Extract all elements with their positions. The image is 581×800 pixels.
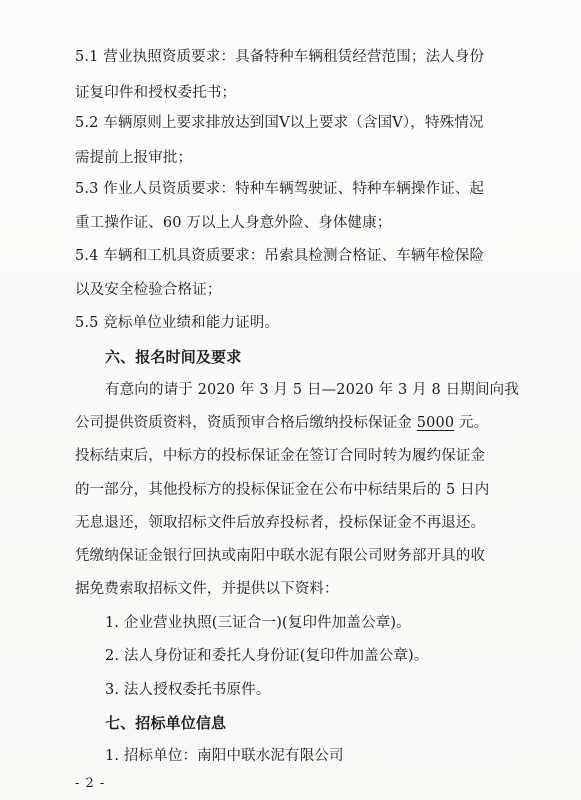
- requirement-5-4-line-2: 以及安全检验合格证；: [75, 282, 222, 298]
- materials-item-3: 3. 法人授权委托书原件。: [105, 682, 271, 698]
- materials-item-1: 1. 企业营业执照(三证合一)(复印件加盖公章)。: [105, 615, 411, 631]
- page-number: - 2 -: [75, 776, 106, 791]
- paragraph-line-1: 有意向的请于 2020 年 3 月 5 日—2020 年 3 月 8 日期间向我: [105, 382, 519, 398]
- paragraph-line-6: 凭缴纳保证金银行回执或南阳中联水泥有限公司财务部开具的收: [75, 548, 486, 564]
- paragraph-line-3: 投标结束后，中标方的投标保证金在签订合同时转为履约保证金: [75, 448, 486, 464]
- bidding-unit-line: 1. 招标单位：南阳中联水泥有限公司: [105, 748, 344, 764]
- paragraph-line-2-before: 公司提供资质资料，资质预审合格后缴纳投标保证金: [75, 415, 412, 431]
- requirement-5-3-line-1: 5.3 作业人员资质要求：特种车辆驾驶证、特种车辆操作证、起: [75, 181, 485, 197]
- requirement-5-1-line-2: 证复印件和授权委托书；: [75, 85, 237, 101]
- materials-item-2: 2. 法人身份证和委托人身份证(复印件加盖公章)。: [105, 648, 429, 664]
- requirement-5-2-line-1: 5.2 车辆原则上要求排放达到国Ⅴ以上要求（含国Ⅴ），特殊情况: [75, 115, 484, 131]
- deposit-amount: 5000: [416, 415, 455, 431]
- paragraph-line-5: 无息退还，领取招标文件后放弃投标者，投标保证金不再退还。: [75, 515, 486, 531]
- section-7-heading: 七、招标单位信息: [105, 714, 227, 732]
- section-6-heading: 六、报名时间及要求: [105, 348, 242, 366]
- paragraph-line-4: 的一部分，其他投标方的投标保证金在公布中标结果后的 5 日内: [75, 482, 490, 498]
- requirement-5-2-line-2: 需提前上报审批；: [75, 150, 193, 166]
- requirement-5-1-line-1: 5.1 营业执照资质要求：具备特种车辆租赁经营范围；法人身份: [75, 49, 485, 65]
- paragraph-line-2: [75, 413, 488, 433]
- requirement-5-3-line-2: 重工操作证、60 万以上人身意外险、身体健康；: [75, 215, 392, 231]
- paragraph-line-2-after: 元。: [459, 415, 489, 431]
- requirement-5-5-line: 5.5 竞标单位业绩和能力证明。: [75, 315, 280, 331]
- paragraph-line-7: 据免费索取招标文件，并提供以下资料：: [75, 581, 339, 597]
- requirement-5-4-line-1: 5.4 车辆和工机具资质要求：吊索具检测合格证、车辆年检保险: [75, 248, 485, 264]
